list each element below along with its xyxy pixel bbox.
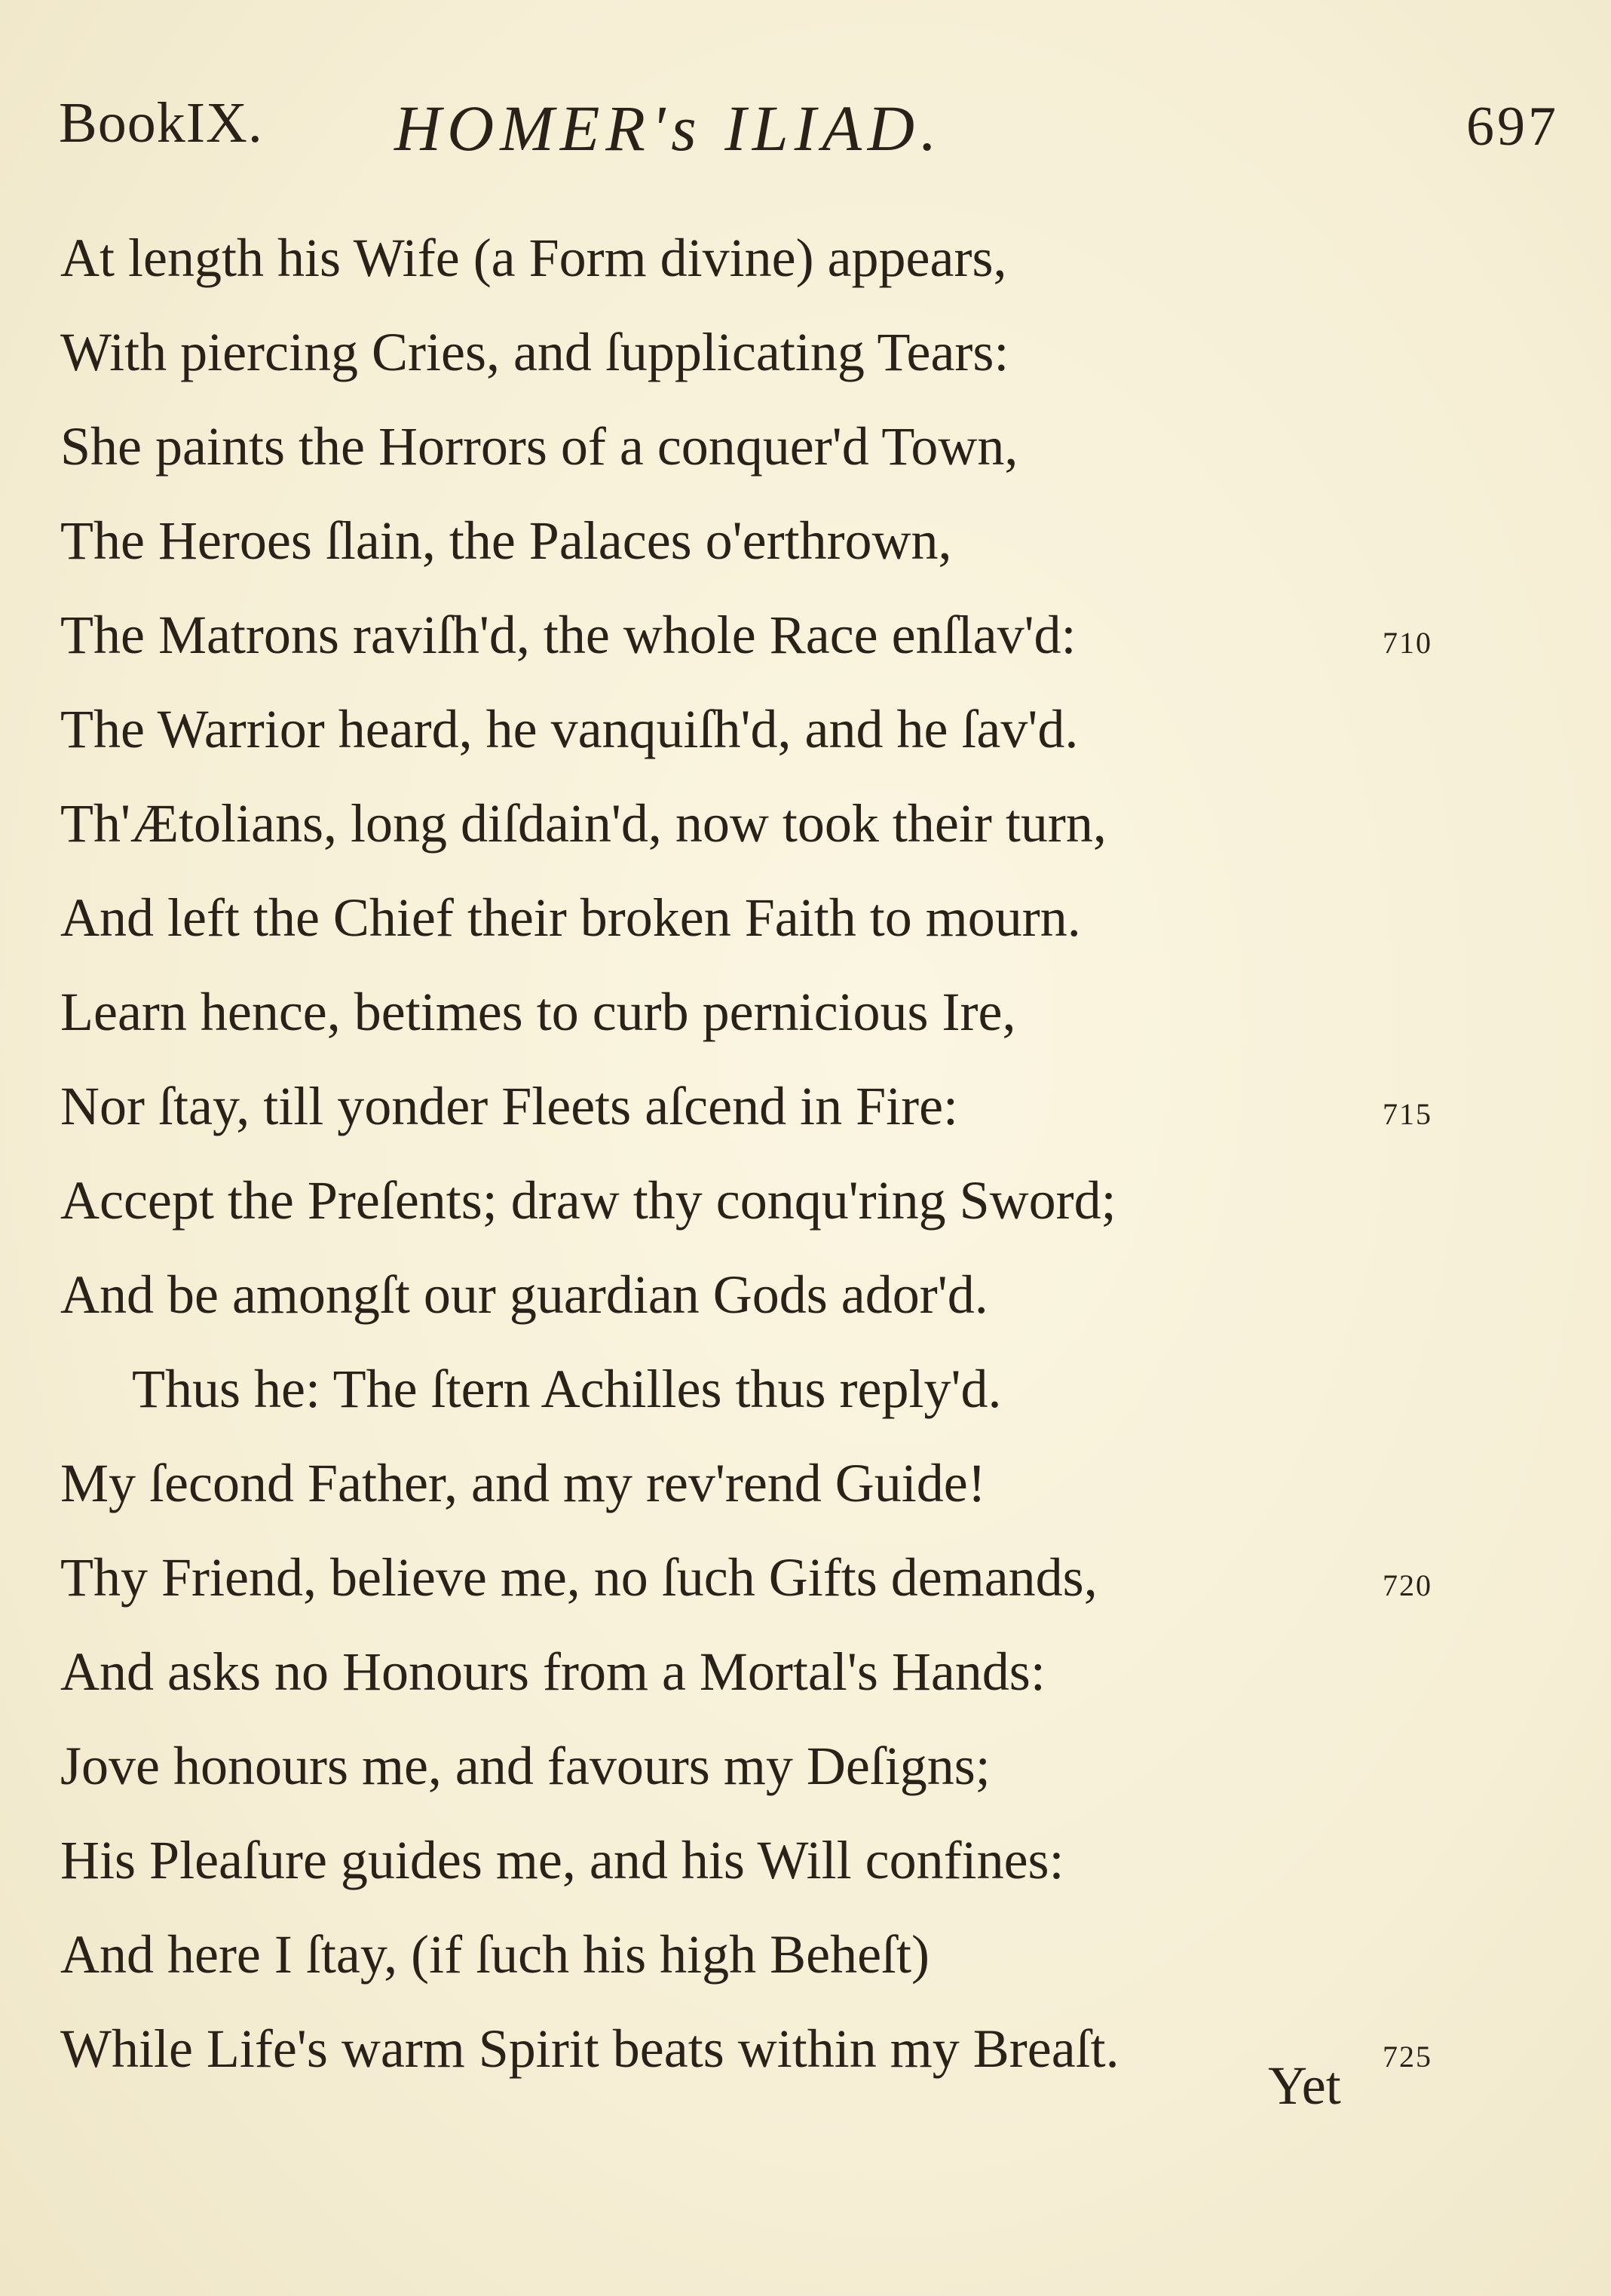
line-number: 720 (1383, 1568, 1432, 1602)
verse-line: Th'Ætolians, long diſdain'd, now took their turn, (60, 793, 1107, 854)
verse-line: Jove honours me, and favours my Deſigns; (60, 1736, 991, 1796)
verse-line: While Life's warm Spirit beats within my Breaſt. 725 (60, 2002, 1432, 2096)
verse-line: Thus he: The ſtern Achilles thus reply'd. (132, 1359, 1002, 1419)
verse-line: The Warrior heard, he vanquiſh'd, and he ſav'd. (60, 699, 1079, 759)
line-number: 715 (1383, 1097, 1432, 1131)
running-title: HOMER's ILIAD. (394, 92, 943, 164)
verse-line: The Matrons raviſh'd, the whole Race enſlav'd: 710 (60, 588, 1432, 682)
verse-line: And asks no Honours from a Mortal's Hands: (60, 1642, 1046, 1702)
verse-line: Thy Friend, believe me, no ſuch Gifts demands, 720 (60, 1531, 1432, 1625)
verse-line: With piercing Cries, and ſupplicating Tears: (60, 322, 1009, 382)
running-header (59, 90, 1559, 173)
verse-line: The Heroes ſlain, the Palaces o'erthrown, (60, 510, 952, 571)
page-number: 697 (1466, 96, 1559, 158)
line-number: 725 (1383, 2040, 1432, 2074)
verse-line: And be amongſt our guardian Gods ador'd. (60, 1264, 988, 1325)
line-number: 710 (1383, 626, 1432, 660)
verse-line: At length his Wife (a Form divine) appears, (60, 228, 1007, 288)
verse-block (60, 211, 1432, 2096)
book-label: BookIX. (59, 91, 263, 155)
catchword: Yet (1268, 2055, 1341, 2116)
verse-line: His Pleaſure guides me, and his Will confines: (60, 1830, 1064, 1890)
verse-line: Accept the Preſents; draw thy conqu'ring Sword; (60, 1170, 1116, 1231)
verse-line: My ſecond Father, and my rev'rend Guide! (60, 1453, 986, 1513)
verse-line: She paints the Horrors of a conquer'd Town, (60, 416, 1018, 477)
verse-line: And here I ſtay, (if ſuch his high Beheſt) (60, 1924, 930, 1985)
verse-line: Learn hence, betimes to curb pernicious Ire, (60, 982, 1016, 1042)
verse-line: And left the Chief their broken Faith to mourn. (60, 887, 1081, 948)
verse-line: Nor ſtay, till yonder Fleets aſcend in Fire: 715 (60, 1059, 1432, 1154)
